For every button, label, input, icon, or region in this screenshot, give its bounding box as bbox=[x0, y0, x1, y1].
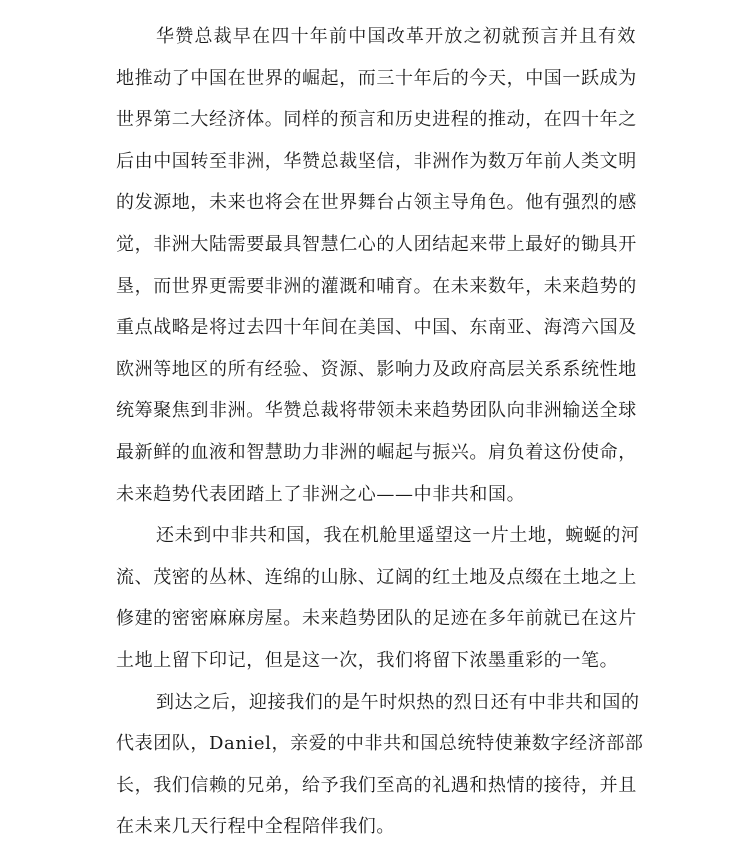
text-line: 统筹聚焦到非洲。华赞总裁将带领未来趋势团队向非洲输送全球 bbox=[116, 400, 637, 422]
text-line: 欧洲等地区的所有经验、资源、影响力及政府高层关系系统性地 bbox=[116, 358, 637, 380]
text-line: 在未来几天行程中全程陪伴我们。 bbox=[116, 816, 395, 838]
text-line: 的发源地，未来也将会在世界舞台占领主导角色。他有强烈的感 bbox=[116, 192, 637, 214]
text-line: 土地上留下印记，但是这一次，我们将留下浓墨重彩的一笔。 bbox=[116, 649, 619, 671]
text-line: 地推动了中国在世界的崛起，而三十年后的今天，中国一跃成为 bbox=[116, 67, 637, 89]
text-line: 重点战略是将过去四十年间在美国、中国、东南亚、海湾六国及 bbox=[116, 317, 637, 339]
text-line: 世界第二大经济体。同样的预言和历史进程的推动，在四十年之 bbox=[116, 109, 637, 131]
text-line: 垦，而世界更需要非洲的灌溉和哺育。在未来数年，未来趋势的 bbox=[116, 275, 637, 297]
text-line: 觉，非洲大陆需要最具智慧仁心的人团结起来带上最好的锄具开 bbox=[116, 233, 637, 255]
text-line: 代表团队，Daniel，亲爱的中非共和国总统特使兼数字经济部部 bbox=[116, 733, 644, 755]
text-line: 修建的密密麻麻房屋。未来趋势团队的足迹在多年前就已在这片 bbox=[116, 608, 637, 630]
document-body bbox=[80, 16, 644, 848]
text-line: 华赞总裁早在四十年前中国改革开放之初就预言并且有效 bbox=[156, 26, 636, 47]
text-line: 还未到中非共和国，我在机舱里遥望这一片土地，蜿蜒的河 bbox=[156, 525, 640, 547]
text-line: 流、茂密的丛林、连绵的山脉、辽阔的红土地及点缀在土地之上 bbox=[116, 566, 637, 588]
text-line: 长，我们信赖的兄弟，给予我们至高的礼遇和热情的接待，并且 bbox=[116, 774, 637, 796]
text-line: 到达之后，迎接我们的是午时炽热的烈日还有中非共和国的 bbox=[156, 691, 640, 713]
text-line: 后由中国转至非洲，华赞总裁坚信，非洲作为数万年前人类文明 bbox=[116, 150, 637, 172]
paragraph bbox=[80, 515, 640, 681]
paragraph bbox=[80, 682, 644, 848]
text-line: 最新鲜的血液和智慧助力非洲的崛起与振兴。肩负着这份使命， bbox=[116, 441, 637, 463]
paragraph bbox=[80, 16, 636, 515]
text-line: 未来趋势代表团踏上了非洲之心——中非共和国。 bbox=[116, 483, 526, 505]
